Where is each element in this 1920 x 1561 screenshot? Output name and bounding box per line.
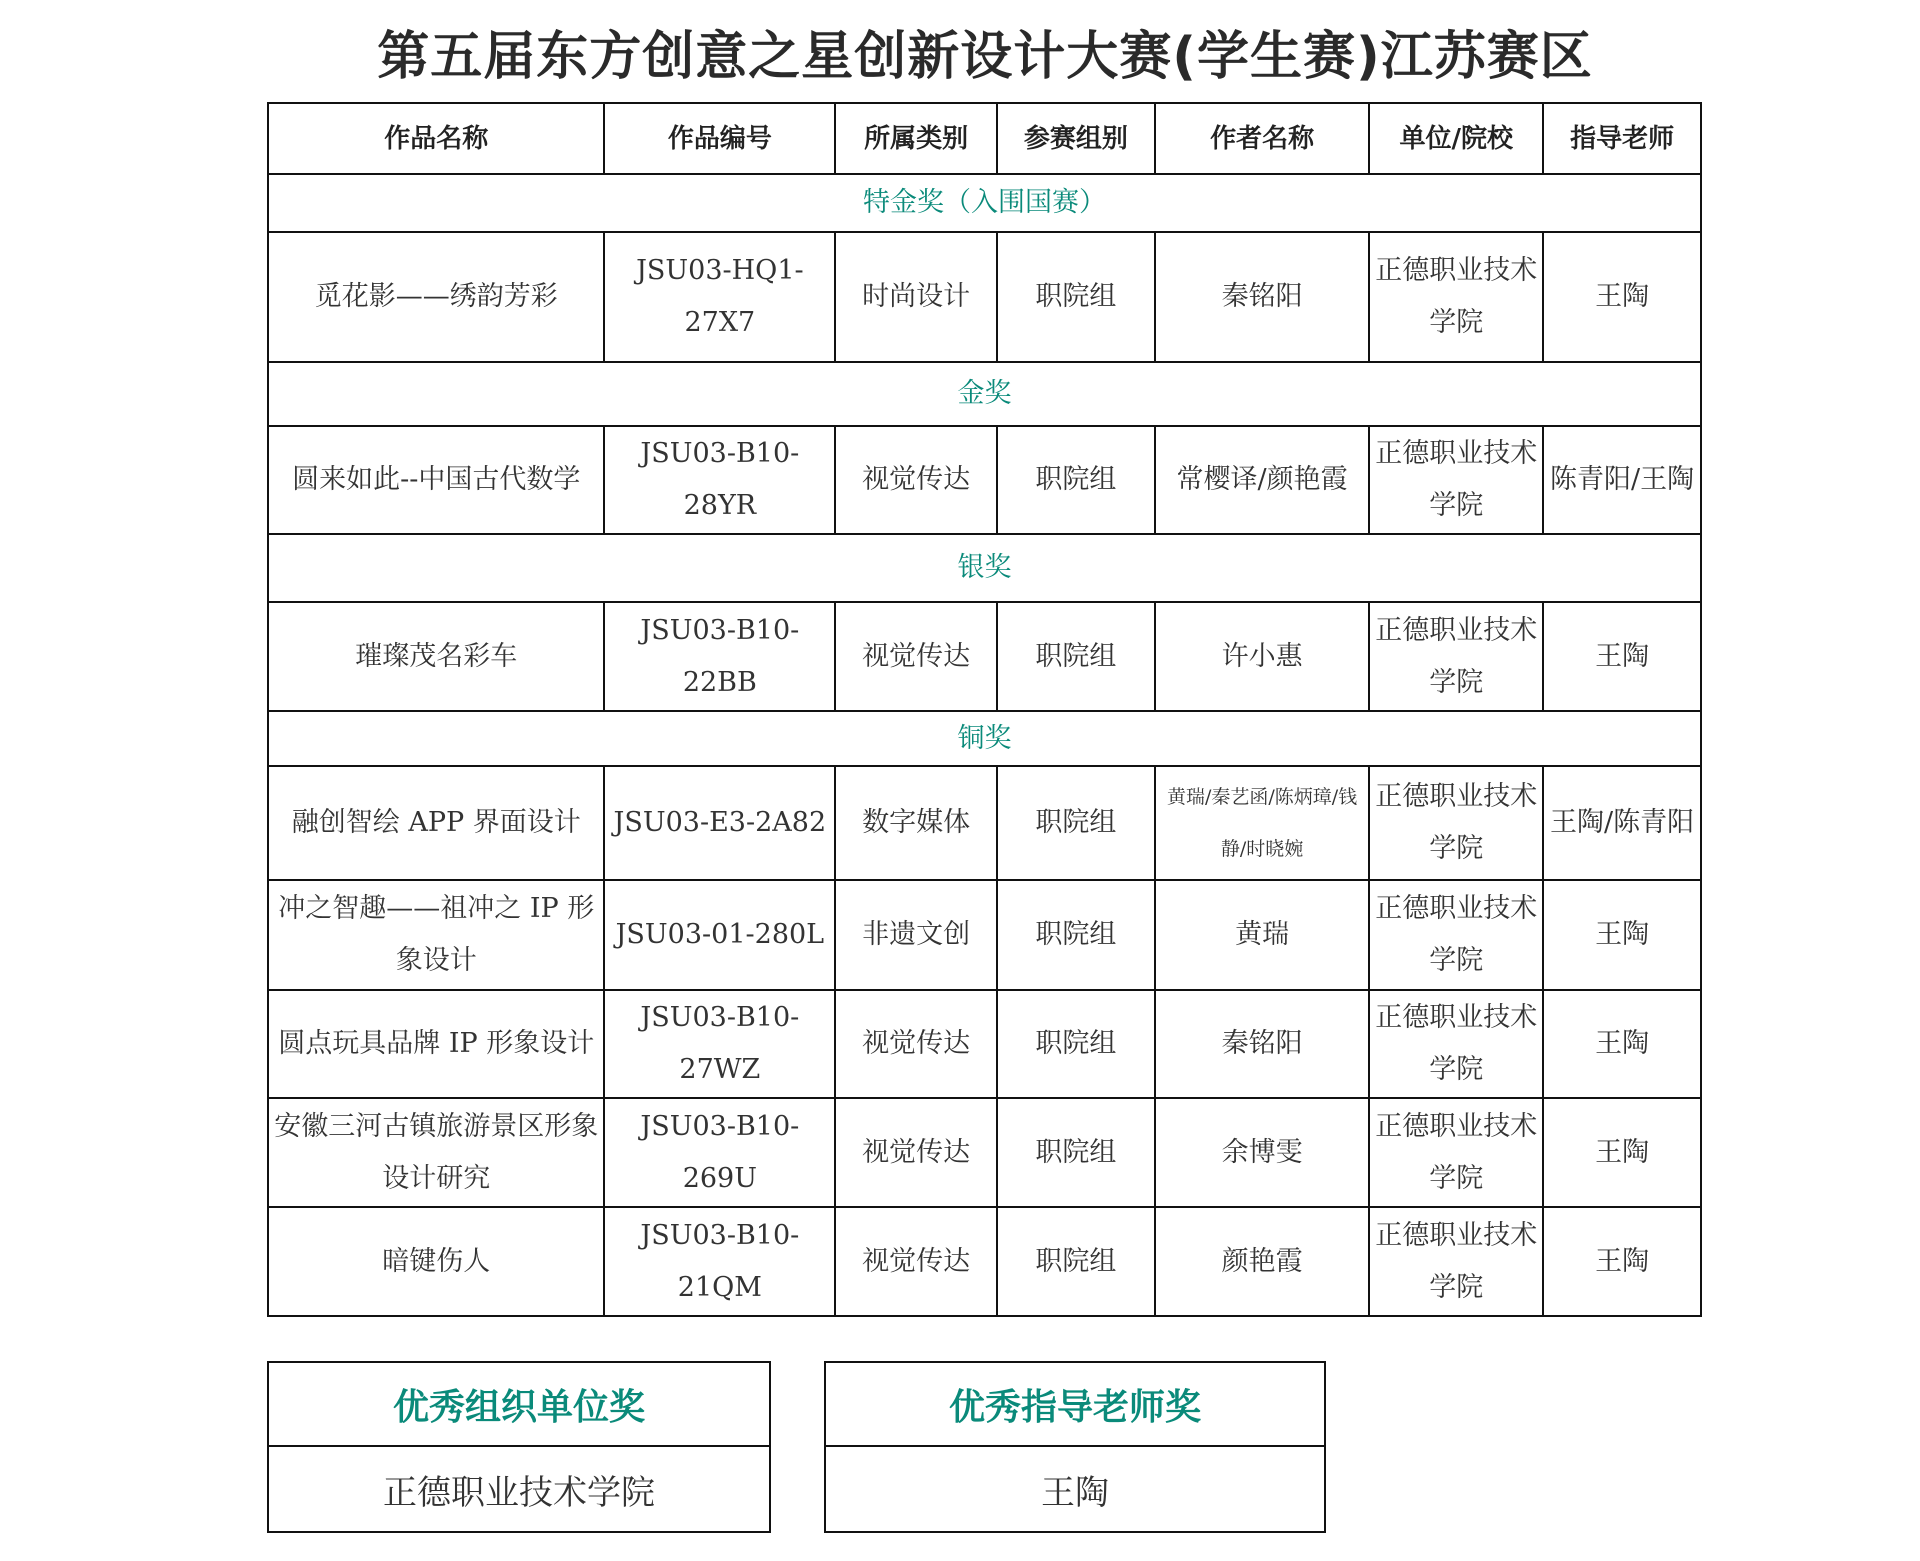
- award-section-row: [268, 534, 1701, 602]
- award-level: 银奖: [268, 534, 1701, 602]
- table-row: [268, 1207, 1701, 1316]
- cell-name: 圆来如此--中国古代数学: [268, 426, 604, 534]
- cell-teacher: 王陶: [1543, 1207, 1701, 1316]
- cell-school: 正德职业技术学院: [1369, 602, 1543, 711]
- cell-author: 黄瑞: [1155, 880, 1370, 990]
- page-title: 第五届东方创意之星创新设计大赛(学生赛)江苏赛区: [377, 27, 1593, 87]
- cell-category: 时尚设计: [835, 232, 997, 362]
- cell-author: 常樱译/颜艳霞: [1155, 426, 1370, 534]
- table-row: [268, 602, 1701, 711]
- cell-author: 余博雯: [1155, 1098, 1370, 1207]
- column-header: 指导老师: [1543, 103, 1701, 174]
- cell-category: 视觉传达: [835, 1207, 997, 1316]
- cell-category: 视觉传达: [835, 602, 997, 711]
- cell-teacher: 王陶: [1543, 602, 1701, 711]
- table-row: [268, 990, 1701, 1098]
- cell-id: JSU03-E3-2A82: [604, 766, 835, 880]
- cell-name: 安徽三河古镇旅游景区形象设计研究: [268, 1098, 604, 1207]
- table-row: [268, 426, 1701, 534]
- award-level: 金奖: [268, 362, 1701, 426]
- cell-author: 许小惠: [1155, 602, 1370, 711]
- cell-author: 颜艳霞: [1155, 1207, 1370, 1316]
- cell-id: JSU03-B10-22BB: [604, 602, 835, 711]
- column-header: 作品名称: [268, 103, 604, 174]
- cell-name: 圆点玩具品牌 IP 形象设计: [268, 990, 604, 1098]
- cell-id: JSU03-B10-21QM: [604, 1207, 835, 1316]
- cell-name: 觅花影——绣韵芳彩: [268, 232, 604, 362]
- teacher-award-title: 优秀指导老师奖: [826, 1363, 1324, 1447]
- cell-name: 冲之智趣——祖冲之 IP 形象设计: [268, 880, 604, 990]
- cell-author: 秦铭阳: [1155, 990, 1370, 1098]
- cell-school: 正德职业技术学院: [1369, 990, 1543, 1098]
- cell-name: 融创智绘 APP 界面设计: [268, 766, 604, 880]
- cell-id: JSU03-B10-27WZ: [604, 990, 835, 1098]
- cell-teacher: 陈青阳/王陶: [1543, 426, 1701, 534]
- cell-group: 职院组: [997, 1098, 1155, 1207]
- cell-category: 视觉传达: [835, 426, 997, 534]
- cell-category: 数字媒体: [835, 766, 997, 880]
- cell-id: JSU03-B10-269U: [604, 1098, 835, 1207]
- cell-author: 黄瑞/秦艺函/陈炳璋/钱静/时晓婉: [1155, 766, 1370, 880]
- cell-school: 正德职业技术学院: [1369, 1098, 1543, 1207]
- teacher-award-value: 王陶: [1041, 1472, 1109, 1513]
- award-level: 特金奖（入围国赛）: [268, 174, 1701, 232]
- cell-author: 秦铭阳: [1155, 232, 1370, 362]
- cell-category: 视觉传达: [835, 1098, 997, 1207]
- award-level: 铜奖: [268, 711, 1701, 766]
- cell-id: JSU03-HQ1-27X7: [604, 232, 835, 362]
- cell-school: 正德职业技术学院: [1369, 880, 1543, 990]
- table-row: [268, 766, 1701, 880]
- cell-school: 正德职业技术学院: [1369, 766, 1543, 880]
- cell-name: 暗键伤人: [268, 1207, 604, 1316]
- cell-group: 职院组: [997, 232, 1155, 362]
- column-header: 作品编号: [604, 103, 835, 174]
- awards-table: [267, 102, 1702, 1317]
- teacher-award-box: [824, 1361, 1326, 1533]
- table-row: [268, 232, 1701, 362]
- cell-school: 正德职业技术学院: [1369, 1207, 1543, 1316]
- org-award-box: [267, 1361, 771, 1533]
- cell-category: 非遗文创: [835, 880, 997, 990]
- table-header-row: [268, 103, 1701, 174]
- cell-teacher: 王陶: [1543, 232, 1701, 362]
- cell-id: JSU03-01-280L: [604, 880, 835, 990]
- org-award-title: 优秀组织单位奖: [269, 1363, 769, 1447]
- cell-id: JSU03-B10-28YR: [604, 426, 835, 534]
- cell-teacher: 王陶/陈青阳: [1543, 766, 1701, 880]
- cell-school: 正德职业技术学院: [1369, 426, 1543, 534]
- cell-category: 视觉传达: [835, 990, 997, 1098]
- cell-teacher: 王陶: [1543, 880, 1701, 990]
- cell-teacher: 王陶: [1543, 990, 1701, 1098]
- cell-school: 正德职业技术学院: [1369, 232, 1543, 362]
- cell-group: 职院组: [997, 602, 1155, 711]
- cell-group: 职院组: [997, 1207, 1155, 1316]
- award-section-row: [268, 362, 1701, 426]
- cell-group: 职院组: [997, 880, 1155, 990]
- column-header: 单位/院校: [1369, 103, 1543, 174]
- cell-group: 职院组: [997, 426, 1155, 534]
- org-award-value: 正德职业技术学院: [383, 1472, 655, 1513]
- cell-name: 璀璨茂名彩车: [268, 602, 604, 711]
- table-row: [268, 880, 1701, 990]
- column-header: 作者名称: [1155, 103, 1370, 174]
- column-header: 所属类别: [835, 103, 997, 174]
- award-section-row: [268, 174, 1701, 232]
- column-header: 参赛组别: [997, 103, 1155, 174]
- award-section-row: [268, 711, 1701, 766]
- cell-teacher: 王陶: [1543, 1098, 1701, 1207]
- table-row: [268, 1098, 1701, 1207]
- cell-group: 职院组: [997, 990, 1155, 1098]
- cell-group: 职院组: [997, 766, 1155, 880]
